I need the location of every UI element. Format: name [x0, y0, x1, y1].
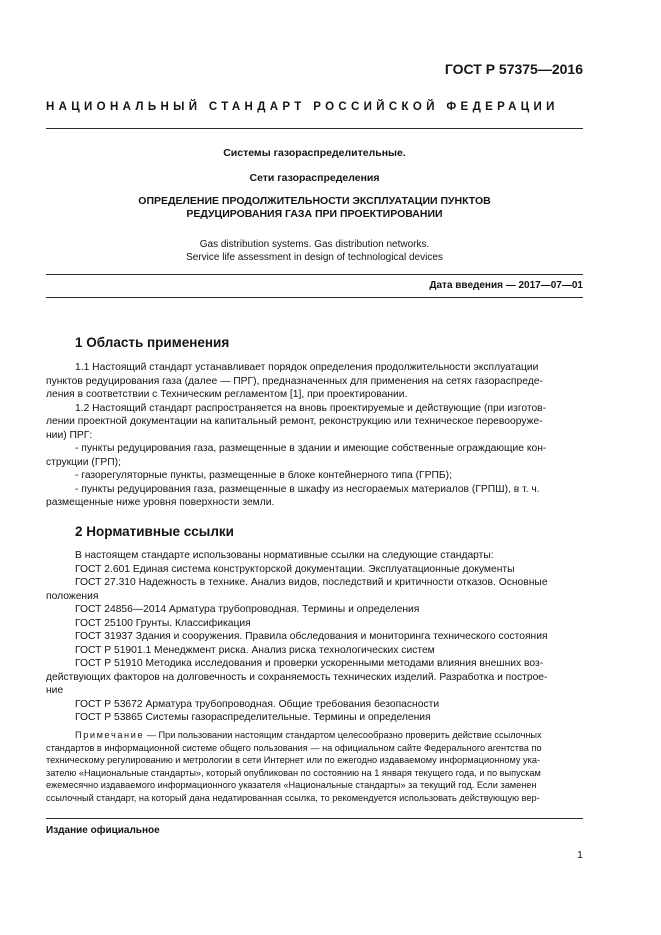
section-1-line: нии) ПРГ: — [46, 429, 93, 441]
note-label: Примечание — [75, 730, 145, 740]
section-1-line: 1.1 Настоящий стандарт устанавливает порядок определения продолжительности эксплуатации — [75, 362, 539, 373]
section-1-line: - пункты редуцирования газа, размещенные в здании и имеющие собственные ограждающие кон- — [75, 443, 547, 454]
title-line-1: Системы газораспределительные. — [223, 147, 406, 159]
reference-line: ГОСТ 24856—2014 Арматура трубопроводная. Термины и определения — [75, 604, 420, 615]
reference-line: ГОСТ Р 51910 Методика исследования и проверки ускоренными методами влияния внешних воз- — [75, 658, 544, 669]
reference-line: ГОСТ 25100 Грунты. Классификация — [75, 617, 251, 629]
note-block — [46, 729, 583, 805]
reference-line: ГОСТ 27.310 Надежность в технике. Анализ видов, последствий и критичности отказов. Основные — [75, 577, 548, 588]
main-title-line-1: ОПРЕДЕЛЕНИЕ ПРОДОЛЖИТЕЛЬНОСТИ ЭКСПЛУАТАЦИИ ПУНКТОВ — [138, 195, 491, 207]
section-1-heading: 1 Область применения — [75, 335, 230, 350]
edition-label: Издание официальное — [46, 825, 160, 836]
header-divider — [46, 128, 583, 129]
reference-line: В настоящем стандарте использованы нормативные ссылки на следующие стандарты: — [75, 550, 494, 561]
page-number: 1 — [577, 849, 583, 861]
english-title-line-2: Service life assessment in design of technological devices — [186, 252, 443, 263]
section-1-line: 1.2 Настоящий стандарт распространяется на вновь проектируемые и действующие (при изготов- — [75, 402, 547, 414]
note-line: ссылочный стандарт, на который дана недатированная ссылка, то рекомендуется использовать действующую вер- — [46, 792, 540, 803]
reference-line: ние — [46, 685, 64, 696]
note-line — [46, 729, 583, 742]
title-line-2: Сети газораспределения — [249, 172, 380, 184]
section-2-heading: 2 Нормативные ссылки — [75, 524, 234, 539]
section-1-line: - газорегуляторные пункты, размещенные в блоке контейнерного типа (ГРПБ); — [75, 470, 452, 481]
note-line: техническому регулированию и метрологии в сети Интернет или по ежегодно издаваемому информационному ука- — [46, 755, 541, 766]
section-1-line: струкции (ГРП); — [46, 456, 121, 468]
footer-divider — [46, 818, 583, 819]
section-1-line: размещенные ниже уровня поверхности земли. — [46, 497, 275, 508]
english-title — [46, 238, 583, 264]
main-title — [46, 195, 583, 221]
note-line: зателю «Национальные стандарты», который опубликован по состоянию на 1 января текущего года, и по выпускам — [46, 767, 541, 778]
introduction-date: Дата введения — 2017—07—01 — [429, 280, 583, 291]
reference-line: ГОСТ Р 53865 Системы газораспределительные. Термины и определения — [75, 712, 431, 723]
note-first-line: — При пользовании настоящим стандартом целесообразно проверить действие ссылочных — [144, 730, 542, 740]
main-title-line-2: РЕДУЦИРОВАНИЯ ГАЗА ПРИ ПРОЕКТИРОВАНИИ — [186, 208, 443, 220]
section-1-line: пунктов редуцирования газа (далее — ПРГ), предназначенных для применения на сетях газораспреде- — [46, 375, 543, 387]
reference-line: ГОСТ 31937 Здания и сооружения. Правила обследования и мониторинга технического состояния — [75, 631, 548, 642]
reference-line: ГОСТ 2.601 Единая система конструкторской документации. Эксплуатационные документы — [75, 563, 515, 575]
title-divider — [46, 274, 583, 275]
reference-line: ГОСТ Р 51901.1 Менеджмент риска. Анализ риска технологических систем — [75, 644, 435, 656]
reference-line: действующих факторов на долговечность и сохраняемость технических изделий. Разработка и построе- — [46, 671, 548, 683]
section-1-line: лении проектной документации на капитальный ремонт, реконструкцию или техническое перевооруже- — [46, 416, 543, 427]
standard-code: ГОСТ Р 57375—2016 — [444, 61, 583, 77]
reference-line: ГОСТ Р 53672 Арматура трубопроводная. Общие требования безопасности — [75, 698, 440, 710]
section-1-line: ления в соответствии с Техническим регламентом [1], при проектировании. — [46, 389, 408, 400]
english-title-line-1: Gas distribution systems. Gas distribution networks. — [199, 239, 430, 250]
note-line: стандартов в информационной системе общего пользования — на официальном сайте Федерального агентства по — [46, 742, 542, 753]
note-line: ежемесячно издаваемого информационного указателя «Национальные стандарты» за текущий год. Если заменен — [46, 780, 537, 791]
national-standard-title: НАЦИОНАЛЬНЫЙ СТАНДАРТ РОССИЙСКОЙ ФЕДЕРАЦИИ — [46, 101, 559, 113]
section-1-line: - пункты редуцирования газа, размещенные в шкафу из несгораемых материалов (ГРПШ), в т. ч. — [75, 483, 540, 495]
section-1-body — [46, 361, 583, 510]
date-divider — [46, 297, 583, 298]
reference-line: положения — [46, 590, 99, 602]
section-2-body — [46, 549, 583, 725]
